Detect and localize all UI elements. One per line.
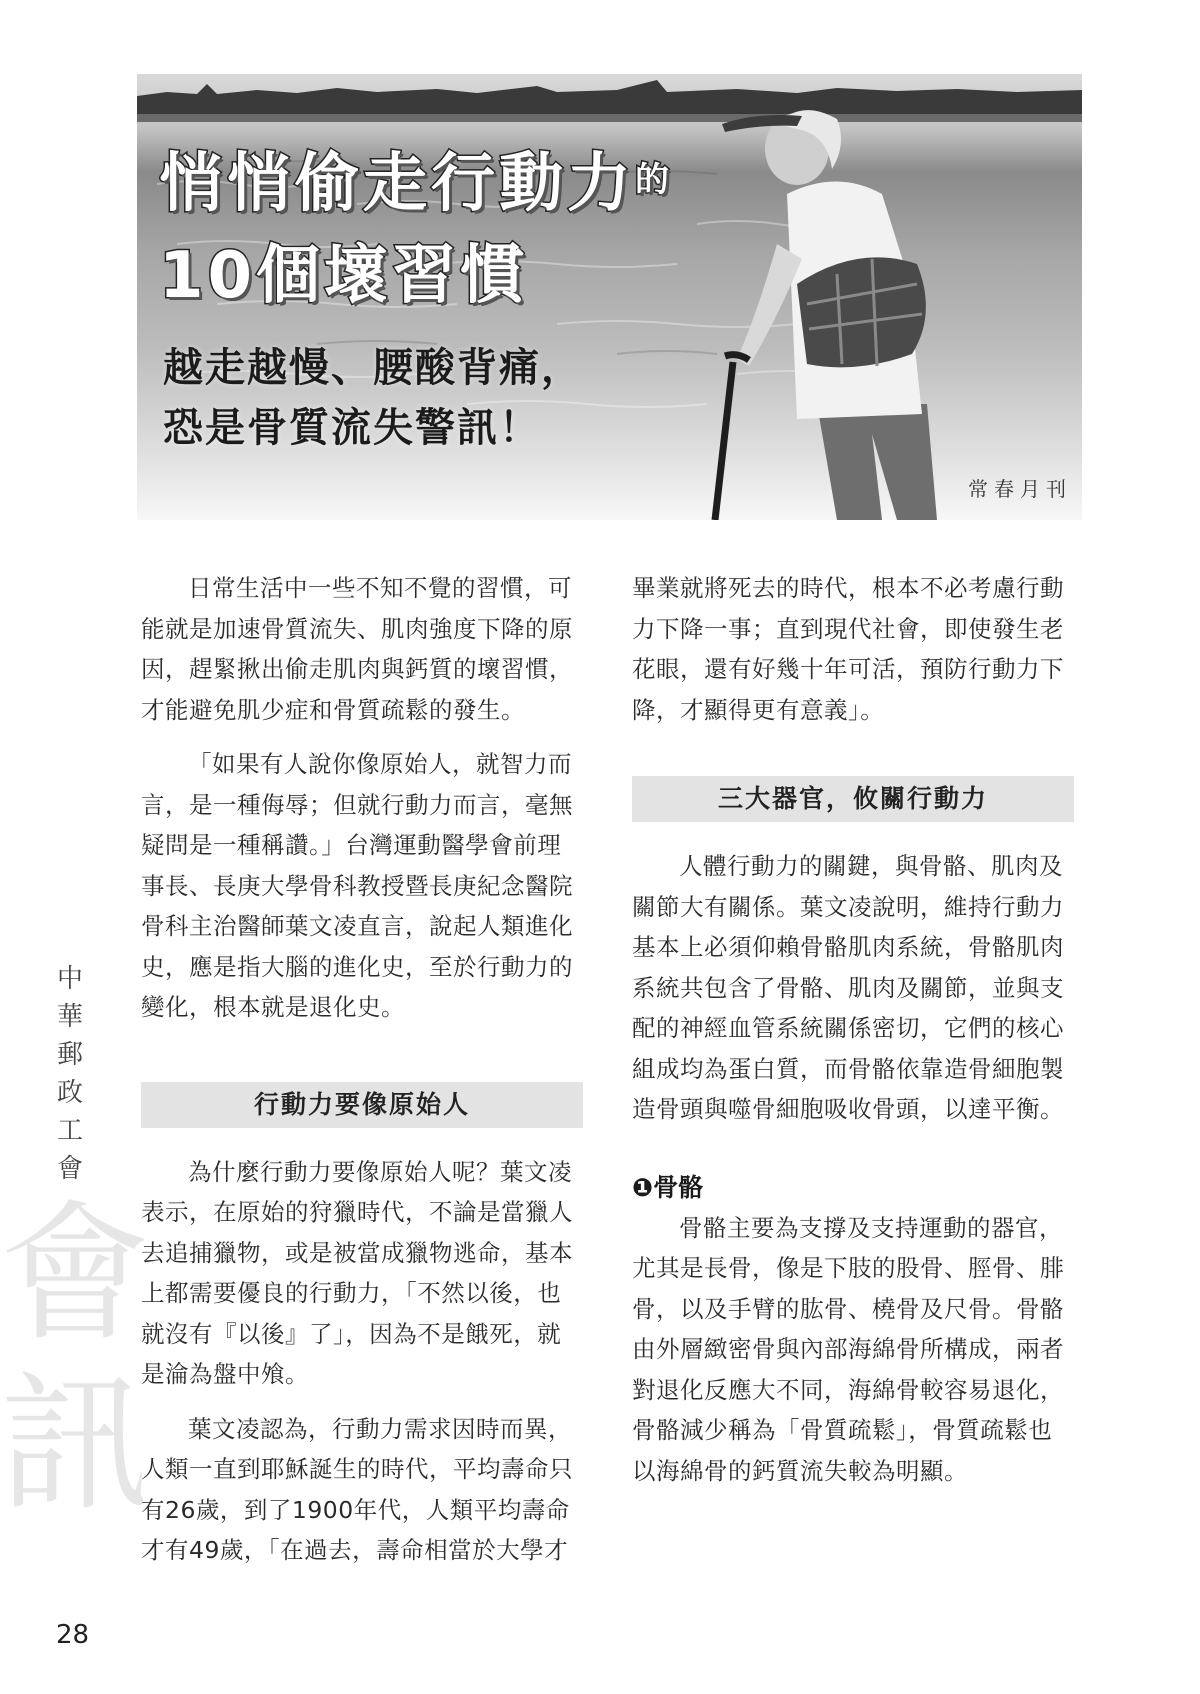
paragraph-musculoskeletal: 人體行動力的關鍵，與骨骼、肌肉及關節大有關係。葉文凌說明，維持行動力基本上必須仰賴骨骼肌肉系統，骨骼肌肉系統共包含了骨骼、肌肉及關節，並與支配的神經血管系統關係密切，它們的核心組成均為蛋白質，而骨骼依靠造骨細胞製造骨頭與噬骨細胞吸收骨頭，以達平衡。 [632,852,1064,1123]
section-heading-primitive-mobility: 行動力要像原始人 [141,1082,583,1128]
headline-line-2: 10個壞習慣 [159,239,529,313]
section-heading-three-organs: 三大器官，攸關行動力 [632,776,1074,822]
watermark-char: 會 [0,1188,151,1362]
subheadline-line-2: 恐是骨質流失警訊！ [163,405,541,451]
paragraph-intro: 日常生活中一些不知不覺的習慣，可能就是加速骨質流失、肌肉強度下降的原因，趕緊揪出偷走肌肉與鈣質的壞習慣，才能避免肌少症和骨質疏鬆的發生。 [141,574,573,724]
headline-line-1 [159,132,669,224]
headline-particle: 的 [635,160,669,200]
subheadline-line-1: 越走越慢、腰酸背痛， [163,345,583,391]
source-credit: 常春月刊 [968,477,1072,501]
watermark-char: 訊 [0,1358,151,1532]
paragraph-quote: 「如果有人說你像原始人，就智力而言，是一種侮辱；但就行動力而言，毫無疑問是一種稱讚。」台灣運動醫學會前理事長、長庚大學骨科教授暨長庚紀念醫院骨科主治醫師葉文凌直言，說起人類進化史，應是指大腦的進化史，至於行動力的變化，根本就是退化史。 [141,750,573,1021]
publication-char: 工 [56,1116,83,1146]
paragraph-life-expectancy: 葉文凌認為，行動力需求因時而異，人類一直到耶穌誕生的時代，平均壽命只有26歲，到了1900年代，人類平均壽命才有49歲，「在過去，壽命相當於大學才 [141,1414,573,1564]
paragraph-hunting-era: 為什麼行動力要像原始人呢？葉文凌表示，在原始的狩獵時代，不論是當獵人去追捕獵物，或是被當成獵物逃命，基本上都需要優良的行動力，「不然以後，也就沒有『以後』了」，因為不是餓死，就是淪為盤中飧。 [141,1157,573,1388]
subheading-bone: ❶骨骼 [632,1172,704,1202]
left-column [141,568,583,1585]
publication-char: 郵 [56,1040,83,1070]
publication-char: 華 [56,1002,83,1032]
publication-char: 政 [56,1078,83,1108]
publication-label [52,960,88,1188]
publication-char: 會 [56,1154,83,1184]
paragraph-bone: 骨骼主要為支撐及支持運動的器官，尤其是長骨，像是下肢的股骨、脛骨、腓骨，以及手臂的肱骨、橈骨及尺骨。骨骼由外層緻密骨與內部海綿骨所構成，兩者對退化反應大不同，海綿骨較容易退化，骨骼減少稱為「骨質疏鬆」，骨質疏鬆也以海綿骨的鈣質流失較為明顯。 [632,1213,1064,1485]
publication-char: 中 [56,964,83,994]
headline-line-1-text: 悄悄偷走行動力 [159,147,635,221]
right-column [632,568,1074,1505]
hero-banner [137,74,1082,520]
paragraph-continued: 畢業就將死去的時代，根本不必考慮行動力下降一事；直到現代社會，即使發生老花眼，還有好幾十年可活，預防行動力下降，才顯得更有意義」。 [632,574,1064,724]
page-number: 28 [56,1620,90,1650]
woman-figure [715,110,937,520]
